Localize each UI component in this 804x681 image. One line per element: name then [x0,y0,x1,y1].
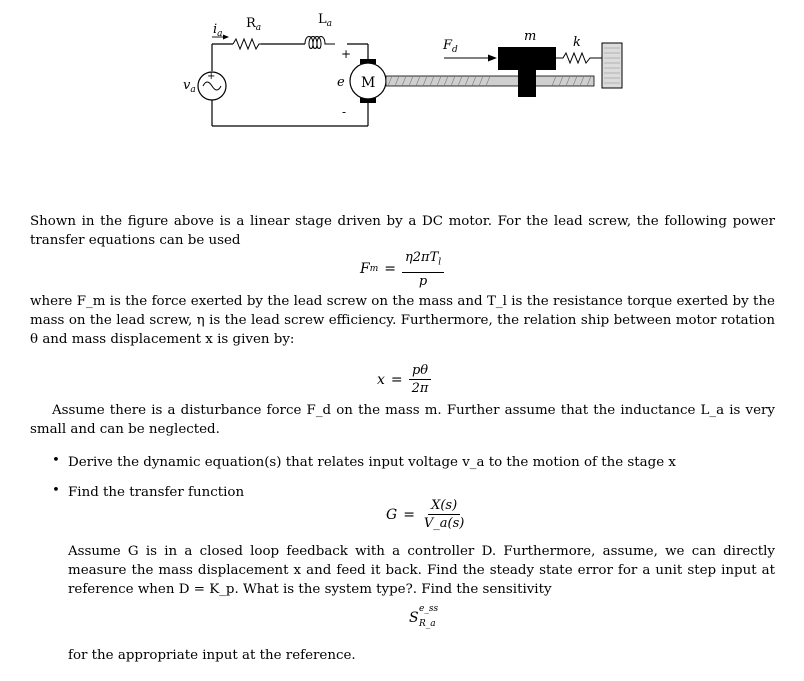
label-e: e [337,75,345,90]
current-arrow-icon [223,35,229,40]
label-k: k [573,35,581,50]
label-motor: M [361,75,376,91]
resistor-ra [233,39,261,49]
equation-fm: F m = $\frac{\eta 2\pi T_l}{p}$ [360,250,444,289]
intro-paragraph: Shown in the figure above is a linear stage driven by a DC motor. For the lead screw, the following power transfer equations can be used [30,214,775,248]
closed-loop-paragraph: Assume G is in a closed loop feedback with a controller D. Furthermore, assume, we can directly measure the mass displacement x and feed it back. Find the steady state error for a unit step input at reference when D = K_p. What is the system type?. Find the sensitivity [68,544,775,597]
inductor-la [305,37,335,49]
equation-g: G = $\frac{X(s)}{V\_a(s)}$ [386,498,465,531]
label-la: $L_a$ [318,12,333,29]
label-minus: - [342,105,347,119]
equation-x: x = $\frac{p\theta}{2\pi}$ [377,363,431,396]
bullet-derive: Derive the dynamic equation(s) that relates input voltage v_a to the motion of the stage x [68,455,676,470]
wall [602,43,622,88]
label-va: $v_a$ [183,78,196,95]
bullet-marker-2: • [52,483,60,498]
final-line: for the appropriate input at the reference. [68,648,356,663]
label-fd: $F_d$ [443,38,458,55]
lead-screw [386,76,594,86]
label-ia: $i_a$ [213,22,223,39]
label-plus-source: + [207,71,216,82]
spring-k [556,53,602,63]
label-ra: $R_a$ [246,16,262,33]
bullet-marker-1: • [52,453,60,468]
label-plus-motor: + [341,47,352,61]
bullet-transfer-function: Find the transfer function [68,485,245,500]
sensitivity-symbol: S e_ss R_a [409,604,439,629]
mass-block [498,47,556,97]
label-m: m [524,29,537,44]
circuit-mechanism-figure [0,0,804,180]
force-arrow-icon [488,55,497,62]
assume-paragraph: Assume there is a disturbance force F_d on the mass m. Further assume that the inductance L_a is very small and can be neglected. [30,403,775,437]
where-paragraph: where F_m is the force exerted by the lead screw on the mass and T_l is the resistance torque exerted by the mass on the lead screw, η is the lead screw efficiency. Furthermore, the relation ship between motor rotation θ and mass displacement x is given by: [30,294,775,347]
